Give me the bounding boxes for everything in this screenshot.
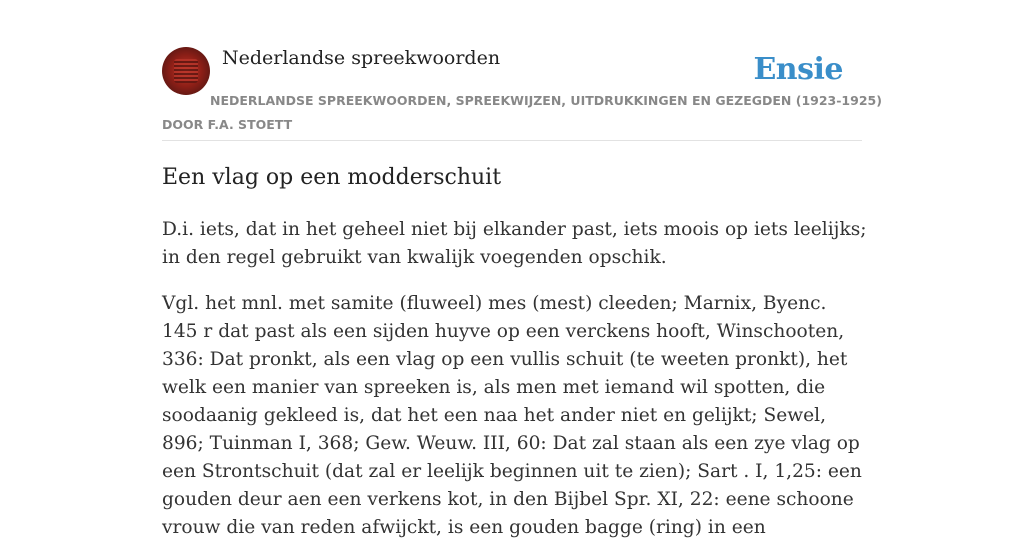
- entry-body: [162, 216, 867, 560]
- header: [162, 46, 882, 141]
- paragraph: Vgl. het mnl. met samite (fluweel) mes (mest) cleeden; Marnix, Byenc. 145 r dat past als een sijden huyve op een verckens hooft, Winschooten, 336: Dat pronkt, als een vlag op een vullis schuit (te weeten pronkt), het welk een manier van spreeken is, als men met iemand wil spotten, die soodaanig gekleed is, dat het een naa het ander niet en gelijkt; Sewel, 896; Tuinman I, 368; Gew. Weuw. III, 60: Dat zal staan als een zye vlag op een Strontschuit (dat zal er leelijk beginnen uit te zien); Sart . I, 1,25: een gouden deur aen een verkens kot, in den Bijbel Spr. XI, 22: eene schoone vrouw die van reden afwijckt, is een gouden bagge (ring) in een: [162, 293, 862, 538]
- book-cover-avatar[interactable]: [162, 47, 210, 95]
- paragraph: D.i. iets, dat in het geheel niet bij elkander past, iets moois op iets leelijks; in den regel gebruikt van kwalijk voegenden opschik.: [162, 219, 867, 268]
- site-title[interactable]: Nederlandse spreekwoorden: [222, 47, 501, 69]
- author-line: DOOR F.A. STOETT: [162, 117, 293, 132]
- brand-logo[interactable]: Ensie: [753, 52, 843, 87]
- entry-title: Een vlag op een modderschuit: [162, 165, 502, 190]
- source-subtitle[interactable]: NEDERLANDSE SPREEKWOORDEN, SPREEKWIJZEN, UITDRUKKINGEN EN GEZEGDEN (1923-1925): [210, 93, 882, 108]
